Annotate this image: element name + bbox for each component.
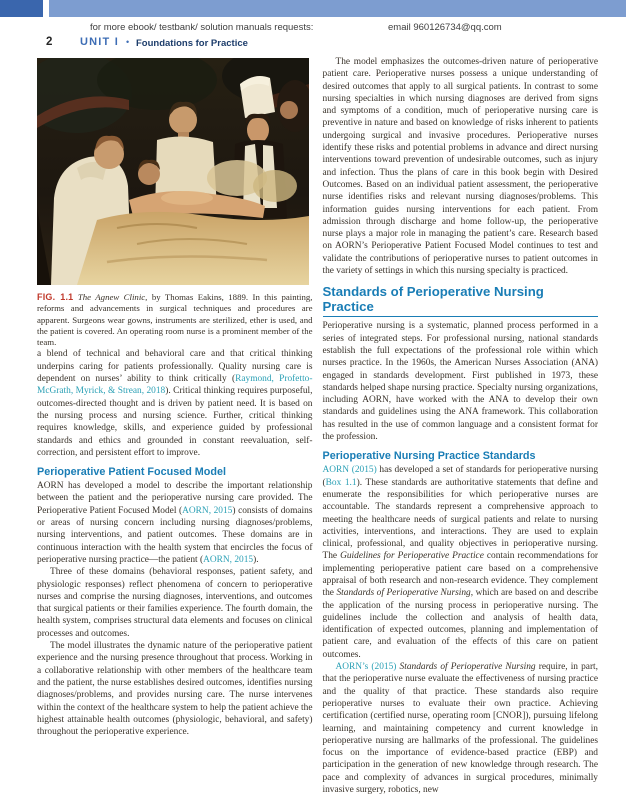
body-paragraph: Perioperative nursing is a systematic, planned process performed in a series of integrated steps. For professional nursing, national standards establish the full expectations of the professional role within which nurses practice. In the 1960s, the American Nurses Association (ANA) engaged in standards development. First published in 1973, these standards helped shape nursing practice. Specialty nursing organizations, including AORN, have worked with the ANA to develop their own standards and guidelines using the ANA framework. This collaboration has resulted in the use of common language and a consistent format for the profession. xyxy=(322,321,598,443)
body-paragraph: Three of these domains (behavioral responses, patient safety, and physiologic responses) reflect phenomena of concern to perioperative nurses and comprise the nursing diagnoses, interventions, and outcomes that surgical patients or their families experience. The fourth domain, the health system, comprises structural data elements and focuses on clinical processes and outcomes. xyxy=(37,567,313,639)
page-number: 2 xyxy=(46,36,53,48)
heading-standards-of-perioperative-nursing-practice: Standards of Perioperative Nursing Practice xyxy=(323,284,599,317)
watermark-line xyxy=(0,22,626,36)
body-paragraph: a blend of technical and behavioral care and that critical thinking underpins caring for patients professionally. Quality nursing care is dependent on nurses’ ability to think critically (Raymond, Profetto-McGrath, Myrick, & Strean, 2018). Critical thinking requires purposeful, outcomes-directed thought and is driven by patient need. It is based on the nursing process and nursing science. Further, critical thinking requires knowledge, skills, and experience guided by professional standards and ethics and grounded in constant reevaluation, self-correction, and persistent effort to improve. xyxy=(37,349,313,458)
bullet-separator: • xyxy=(126,37,130,47)
left-column xyxy=(37,56,313,796)
right-column xyxy=(323,56,599,796)
body-paragraph: The model emphasizes the outcomes-driven nature of perioperative patient care. Perioperative nurses possess a unique understanding of desired outcomes that apply to all surgical patients. In contrast to some nursing specialties in which nursing diagnoses are derived from signs and symptoms of a condition, much of perioperative nursing care is preventive in nature and based on knowledge of risks inherent to patients undergoing surgical and invasive procedures. Perioperative nurses identify these risks and potential problems in advance and direct nursing interventions toward prevention of undesirable outcomes, such as injury and infection. Thus the plans of care in this book begin with Desired Outcomes. Based on an individual patient assessment, the perioperative nurse identifies risks and relevant nursing diagnoses/problems. This information guides nursing interventions for each patient. From admission through discharge and home follow-up, the perioperative nurse plays a major role in managing the patient’s care. Research based on AORN’s Perioperative Patient Focused Model continues to test and validate the contributions of perioperative nurses to patient outcomes in the variety of settings in which this nursing specialty is practiced. xyxy=(322,57,598,277)
unit-label: UNIT I xyxy=(80,36,119,48)
top-accent-bar-light xyxy=(49,0,626,17)
body-paragraph: AORN’s (2015) Standards of Perioperative Nursing require, in part, that the perioperative nurse evaluate the effectiveness of nursing practice and the quality of that practice. These standards also require perioperative nurses to evaluate their own practice. Achieving certification (certified nurse, operating room [CNOR]), pursuing lifelong learning, and maintaining competency and current knowledge in perioperative nursing are hallmarks of the professional. The guidelines focus on the importance of evidence-based practice (EBP) and participation in the generation of new knowledge through research. The pace and complexity of advances in surgical procedures, minimally invasive surgery, robotics, new xyxy=(322,662,599,796)
figure-1-1 xyxy=(37,58,313,348)
heading-perioperative-nursing-practice-standards: Perioperative Nursing Practice Standards xyxy=(322,450,536,463)
agnew-clinic-painting xyxy=(37,58,309,285)
two-column-body xyxy=(37,56,598,796)
watermark-text: for more ebook/ testbank/ solution manuals requests: xyxy=(90,22,314,33)
body-paragraph: AORN has developed a model to describe the important relationship between the patient and the perioperative nursing care provided. The Perioperative Patient Focused Model (AORN, 2015) consists of domains or areas of nursing concern including nursing diagnoses/problems, nursing interventions, and patient outcomes. These domains are in continuous interaction with the health system that encircles the focus of perioperative nursing practice—the patient (AORN, 2015). xyxy=(37,481,313,565)
figure-caption: FIG. 1.1 The Agnew Clinic, by Thomas Eakins, 1889. In this painting, reforms and advancements in surgical techniques and procedures are apparent. Surgeons wear gowns, instruments are sterilized, ether is used, and the patient is covered. An operating room nurse is a prominent member of the team. xyxy=(37,292,313,348)
body-paragraph: The model illustrates the dynamic nature of the perioperative patient experience and the nursing presence throughout that process. Working in a collaborative relationship with other members of the healthcare team and the patient, the nurse establishes desired outcomes, identifies nursing diagnoses/problems, and provides nursing care. The nurse intervenes within the context of the healthcare system to help the patient achieve the highest attainable health outcomes (physiologic, behavioral, and safety) throughout the perioperative experience. xyxy=(37,641,313,738)
watermark-email: email 960126734@qq.com xyxy=(388,22,502,33)
top-accent-bar-dark xyxy=(0,0,43,17)
heading-perioperative-patient-focused-model: Perioperative Patient Focused Model xyxy=(37,466,226,479)
unit-title: Foundations for Practice xyxy=(136,37,248,49)
body-paragraph: AORN (2015) has developed a set of standards for perioperative nursing (Box 1.1). These standards are authoritative statements that define and enumerate the responsibilities for which perioperative nurses are accountable. The standards represent a comprehensive approach to meeting the healthcare needs of surgical patients and relate to nursing activities, interventions, and interactions. They are used to explain clinical, professional, and quality objectives in perioperative nursing. The Guidelines for Perioperative Practice contain recommendations for implementing perioperative patient care based on a comprehensive appraisal of both research and non-research evidence. They complement the Standards of Perioperative Nursing, which are based on and describe the application of the nursing process in perioperative nursing. The guidelines include the collection and analysis of health data, identification of expected outcomes, planning and implementation of patient care, and evaluation of the effects of this care on patient outcomes. xyxy=(322,465,599,660)
running-head xyxy=(0,36,626,52)
